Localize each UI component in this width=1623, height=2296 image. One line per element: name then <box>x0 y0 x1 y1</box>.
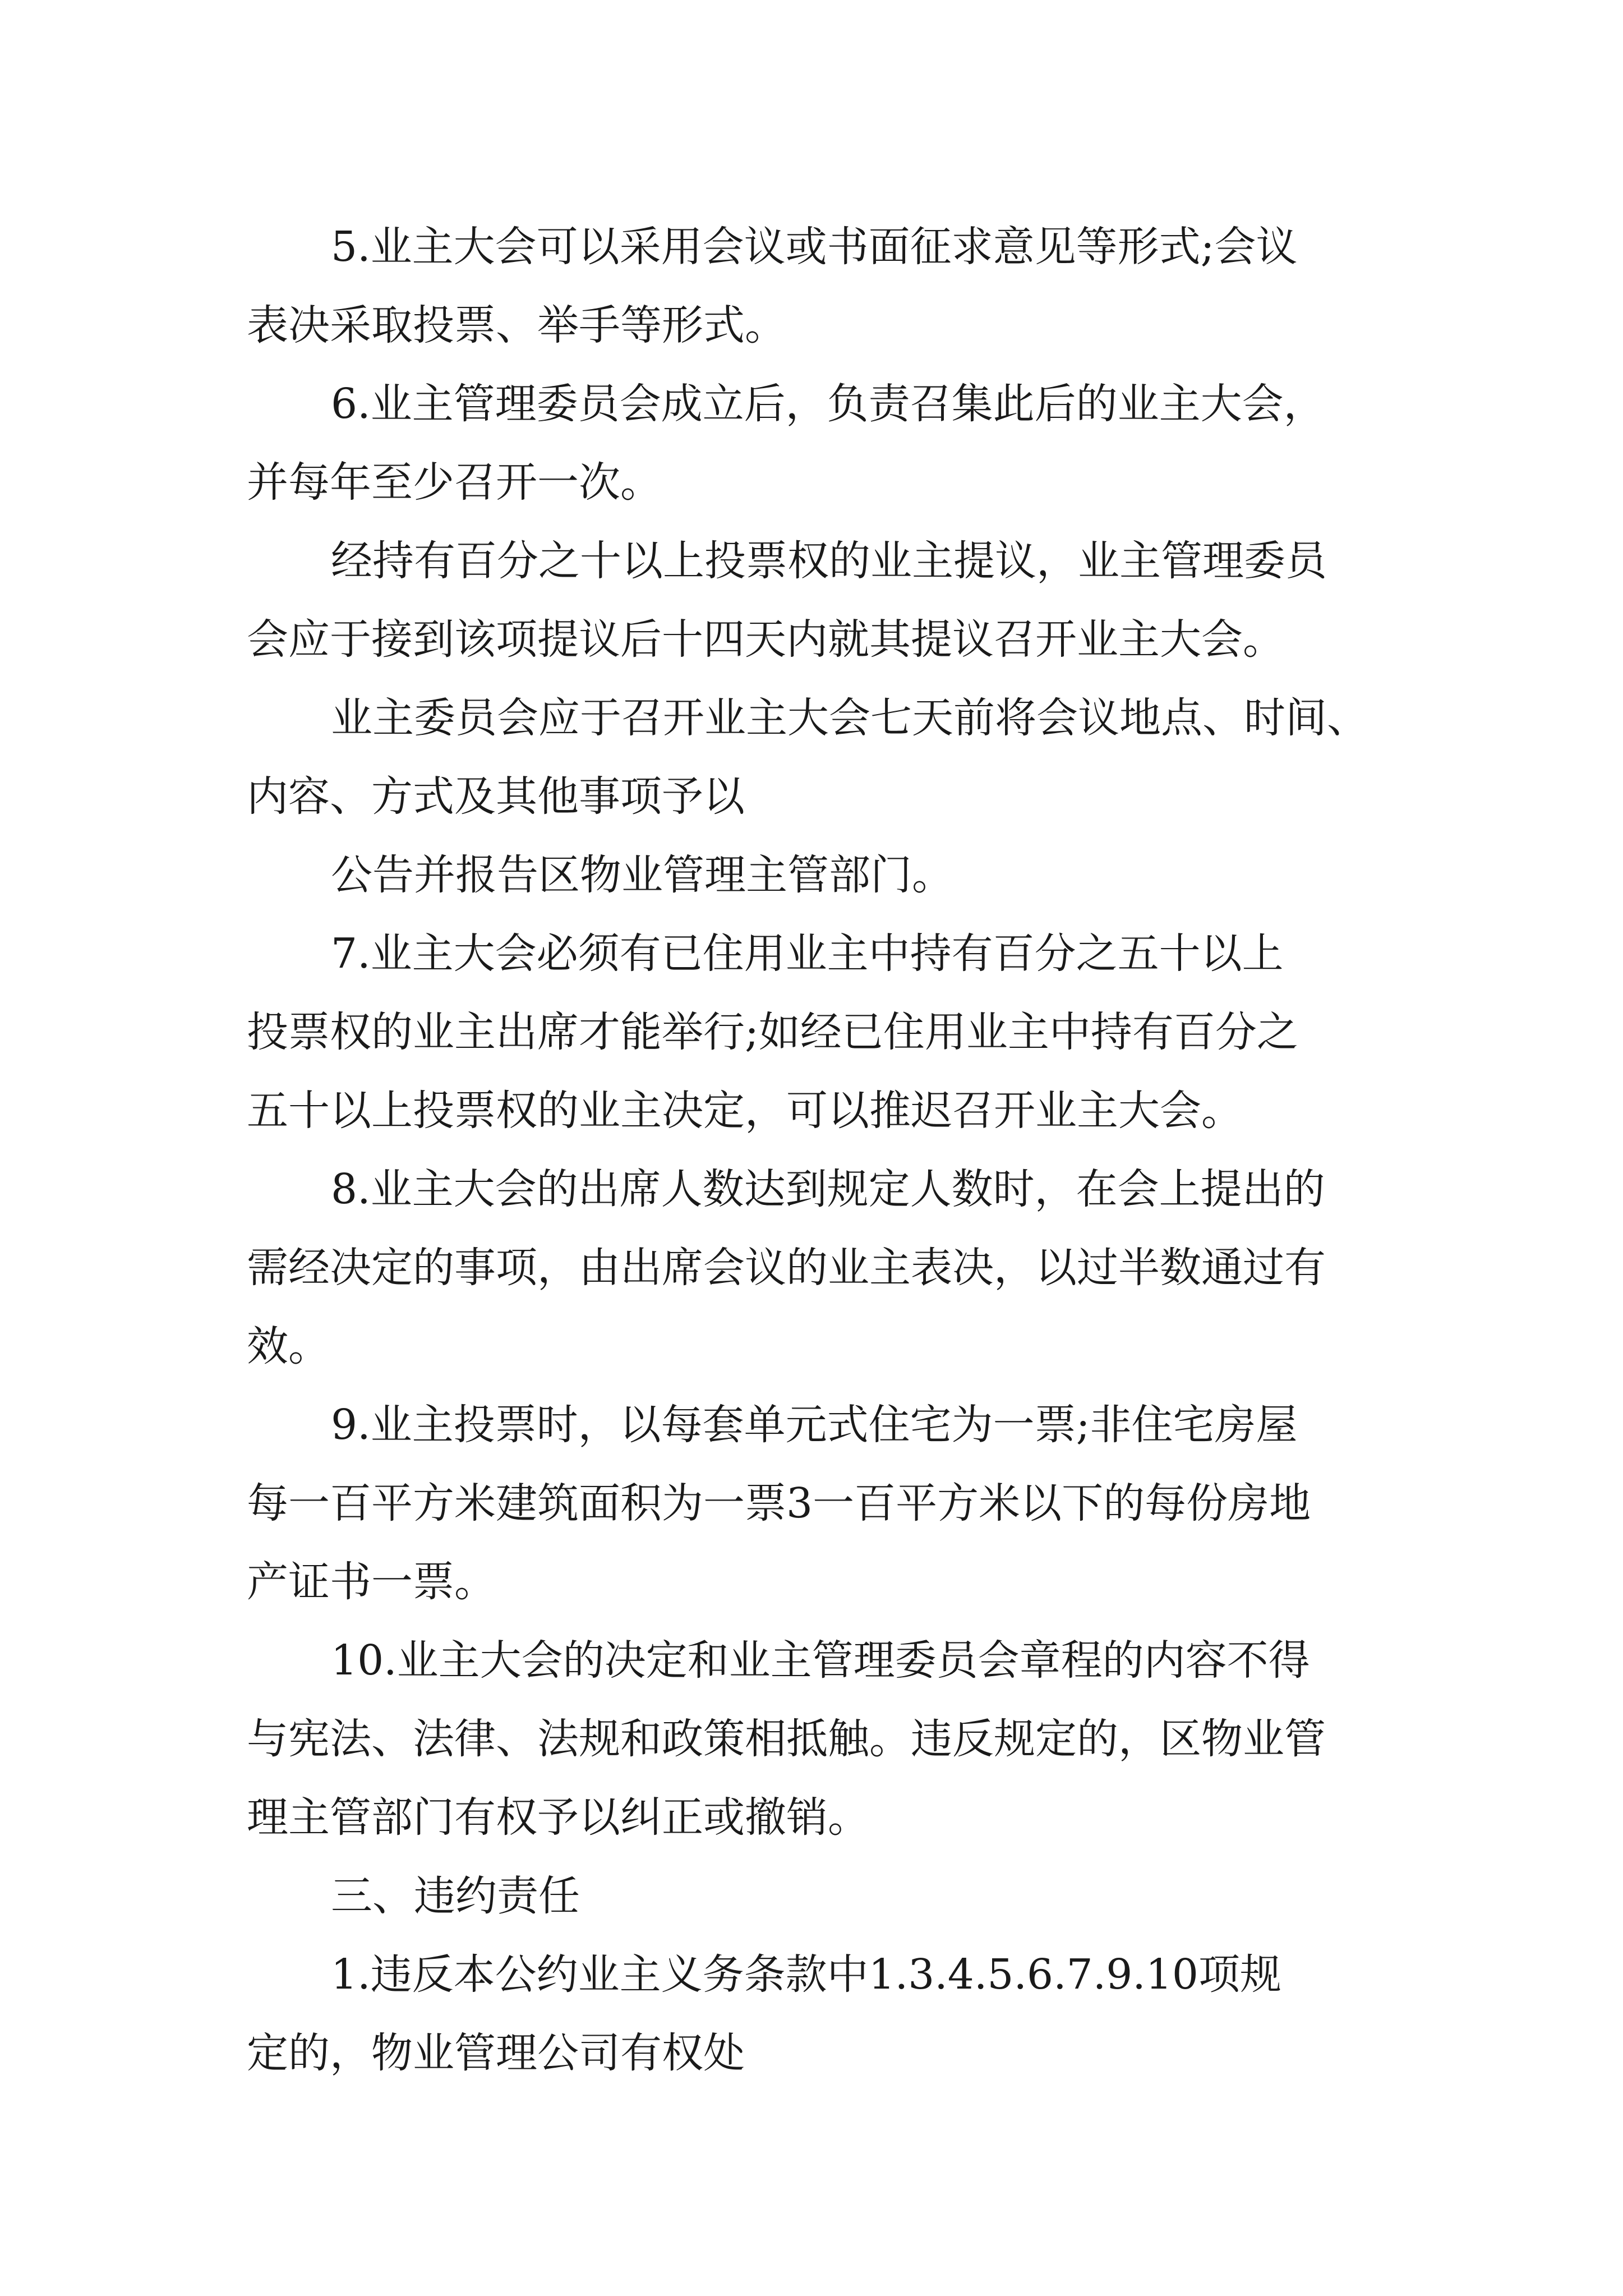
text-line: 公告并报告区物业管理主管部门。 <box>331 851 953 899</box>
text-line: 投票权的业主出席才能举行;如经已住用业主中持有百分之 <box>247 1008 1298 1056</box>
text-line: 9.业主投票时，以每套单元式住宅为一票;非住宅房屋 <box>331 1401 1298 1449</box>
text-line: 8.业主大会的出席人数达到规定人数时，在会上提出的 <box>331 1165 1325 1213</box>
text-line: 定的，物业管理公司有权处 <box>247 2029 745 2077</box>
section-heading: 三、违约责任 <box>331 1872 580 1920</box>
text-line: 5.业主大会可以采用会议或书面征求意见等形式;会议 <box>331 223 1298 271</box>
text-line: 10.业主大会的决定和业主管理委员会章程的内容不得 <box>331 1636 1310 1685</box>
document-body <box>247 208 1380 2092</box>
text-line: 理主管部门有权予以纠正或撤销。 <box>247 1793 869 1842</box>
text-line: 需经决定的事项，由出席会议的业主表决，以过半数通过有 <box>247 1244 1326 1292</box>
text-line: 每一百平方米建筑面积为一票3一百平方米以下的每份房地 <box>247 1479 1311 1527</box>
text-line: 表决采取投票、举手等形式。 <box>247 301 786 349</box>
text-line: 与宪法、法律、法规和政策相抵触。违反规定的，区物业管 <box>247 1715 1326 1763</box>
text-line: 并每年至少召开一次。 <box>247 458 662 507</box>
text-line: 1.违反本公约业主义务条款中1.3.4.5.6.7.9.10项规 <box>331 1950 1281 1999</box>
text-line: 效。 <box>247 1322 330 1370</box>
text-line: 经持有百分之十以上投票权的业主提议，业主管理委员 <box>331 537 1327 585</box>
text-line: 6.业主管理委员会成立后，负责召集此后的业主大会， <box>331 380 1325 428</box>
text-line: 内容、方式及其他事项予以 <box>247 772 745 821</box>
text-line: 产证书一票。 <box>247 1558 496 1606</box>
text-line: 会应于接到该项提议后十四天内就其提议召开业主大会。 <box>247 615 1284 664</box>
text-line: 五十以上投票权的业主决定，可以推迟召开业主大会。 <box>247 1087 1243 1135</box>
text-line: 业主委员会应于召开业主大会七天前将会议地点、时间、 <box>331 694 1368 742</box>
text-line: 7.业主大会必须有已住用业主中持有百分之五十以上 <box>331 930 1284 978</box>
